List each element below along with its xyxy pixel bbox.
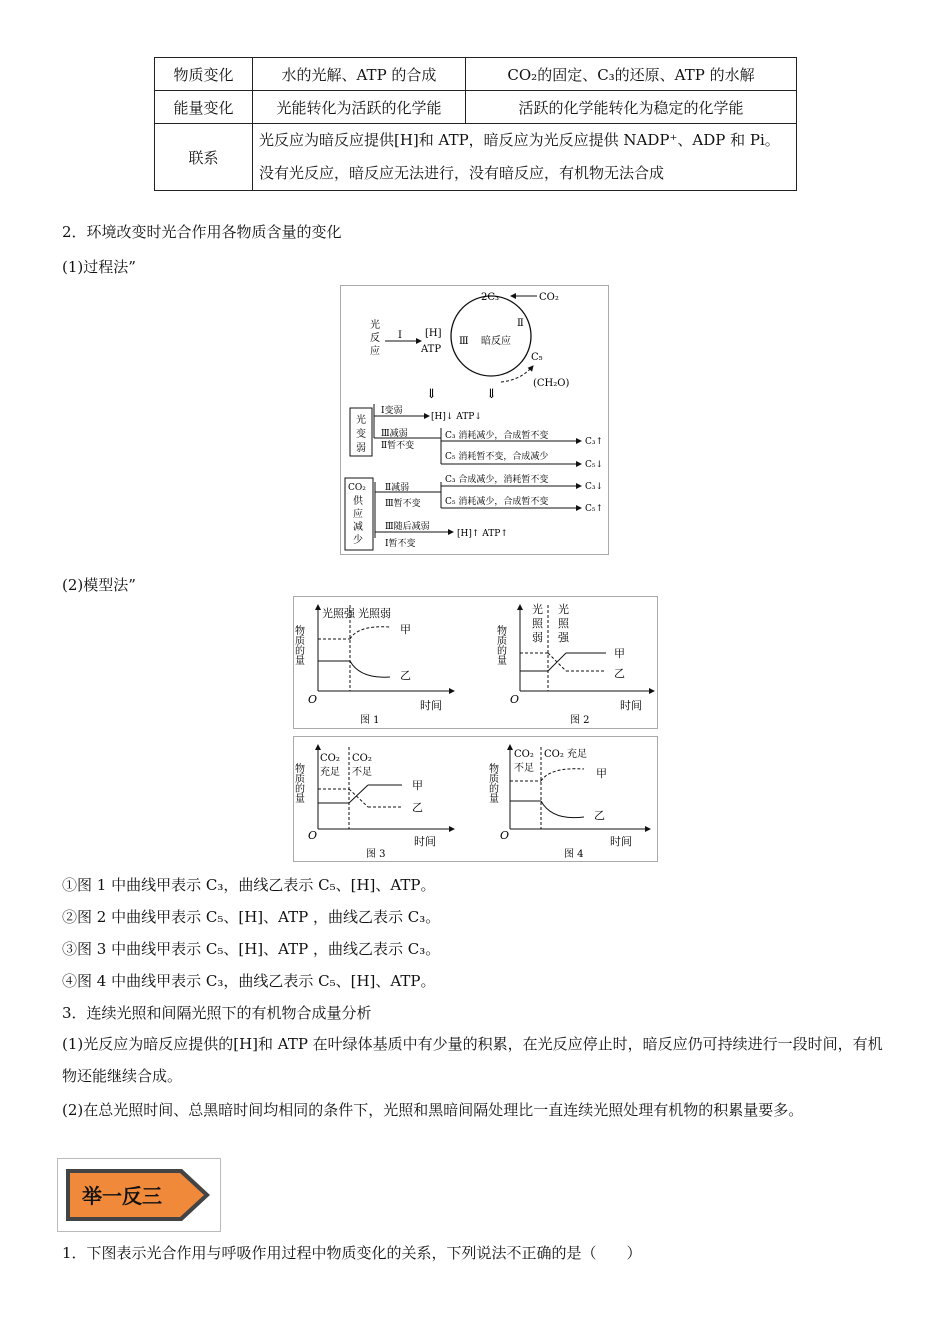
ch2o-label: (CH₂O) [533, 378, 570, 389]
row-label: 联系 [155, 124, 253, 191]
co2-box-char: CO₂ [348, 483, 366, 493]
phase-label: CO₂ [352, 753, 372, 764]
row-label: 能量变化 [155, 91, 253, 124]
phase-label: 光 [558, 603, 569, 616]
origin-label: O [308, 693, 318, 706]
phase-label: CO₂ 充足 [544, 749, 588, 760]
y-axis-label: 物质的量 [486, 763, 498, 803]
phase-label: 光照弱 [358, 607, 391, 620]
curve-label: 甲 [596, 767, 607, 780]
co2-box-char: 减 [353, 522, 363, 533]
step-note: Ⅰ暂不变 [385, 539, 416, 549]
phase-label: 光 [532, 603, 543, 616]
curve-label: 甲 [412, 779, 423, 792]
origin-label: O [510, 693, 520, 706]
question-text: 1．下图表示光合作用与呼吸作用过程中物质变化的关系，下列说法不正确的是（ ） [62, 1244, 642, 1262]
result-label: C₃↑ [585, 437, 604, 447]
curve-jia [350, 627, 390, 639]
step-label: Ⅱ [517, 318, 524, 329]
curve-yi [349, 789, 368, 807]
phase-label: 不足 [514, 763, 534, 774]
origin-label: O [500, 829, 510, 842]
co2-box-char: 少 [353, 535, 363, 546]
badge-label: 举一反三 [82, 1184, 162, 1208]
dark-reaction-label: 暗反应 [481, 336, 511, 347]
effect-line: C₃ 消耗减少，合成暂不变 [445, 431, 549, 441]
comparison-table [154, 57, 797, 191]
phase-label: CO₂ [320, 753, 340, 764]
light-weak-char: 光 [356, 415, 366, 426]
curve-label: 乙 [614, 667, 625, 680]
curve-label: 乙 [594, 809, 605, 822]
list-item: ②图 2 中曲线甲表示 C₅、[H]、ATP ，曲线乙表示 C₃。 [62, 908, 441, 926]
step-note: Ⅲ减弱 [381, 429, 408, 439]
x-axis-label: 时间 [620, 699, 642, 712]
down-arrow: ⇓ [486, 387, 497, 402]
phase-label: 强 [558, 631, 569, 644]
link-cell: 光反应为暗反应提供[H]和 ATP，暗反应为光反应提供 NADP⁺、ADP 和 Pi。没有光反应，暗反应无法进行，没有暗反应，有机物无法合成 [253, 124, 797, 191]
light-weak-char: 变 [356, 429, 366, 440]
list-item: ④图 4 中曲线甲表示 C₃，曲线乙表示 C₅、[H]、ATP。 [62, 972, 436, 990]
curve-jia [349, 785, 368, 803]
light-cell: 光能转化为活跃的化学能 [253, 91, 466, 124]
graph-caption: 图 4 [564, 849, 584, 860]
example-badge [57, 1158, 221, 1232]
curve-jia [541, 769, 584, 781]
x-axis-label: 时间 [610, 835, 632, 848]
phase-label: CO₂ [514, 749, 534, 760]
y-axis-label: 物质的量 [494, 625, 506, 665]
curve-label: 乙 [400, 669, 411, 682]
phase-label: 照 [532, 617, 543, 630]
light-reaction-char: 反 [370, 333, 380, 344]
c3-label: 2C₃ [481, 292, 500, 303]
step-note: Ⅰ变弱 [381, 406, 403, 416]
graph-caption: 图 1 [360, 715, 380, 726]
step-note: Ⅲ随后减弱 [385, 522, 430, 532]
arrow [501, 366, 533, 382]
result-label: [H]↓ ATP↓ [431, 412, 482, 422]
step-label: Ⅰ [398, 330, 402, 341]
step-note: Ⅱ减弱 [385, 483, 410, 493]
paragraph: (2)在总光照时间、总黑暗时间均相同的条件下，光照和黑暗间隔处理比一直连续光照处理有机物的积累量要多。 [62, 1101, 804, 1119]
row-label: 物质变化 [155, 58, 253, 91]
step-note: Ⅲ暂不变 [385, 499, 421, 509]
model-graphs-bottom [293, 736, 658, 862]
y-axis-label: 物质的量 [292, 763, 304, 803]
atp-label: ATP [421, 344, 442, 355]
light-cell: 水的光解、ATP 的合成 [253, 58, 466, 91]
x-axis-label: 时间 [414, 835, 436, 848]
phase-label: 弱 [532, 631, 543, 644]
paragraph: (1)光反应为暗反应提供的[H]和 ATP 在叶绿体基质中有少量的积累，在光反应停止时，暗反应仍可持续进行一段时间，有机物还能继续合成。 [62, 1035, 883, 1085]
result-label: C₃↓ [585, 482, 604, 492]
result-label: [H]↑ ATP↑ [457, 529, 508, 539]
phase-label: 光照强 [322, 607, 355, 620]
process-diagram [340, 285, 609, 555]
light-reaction-char: 光 [370, 320, 380, 331]
down-arrow: ⇓ [426, 387, 437, 402]
dark-cell: CO₂的固定、C₃的还原、ATP 的水解 [466, 58, 797, 91]
effect-line: C₅ 消耗暂不变，合成减少 [445, 452, 549, 462]
graph-caption: 图 2 [570, 715, 590, 726]
model-graphs-top [293, 596, 658, 729]
effect-line: C₃ 合成减少，消耗暂不变 [445, 475, 549, 485]
x-axis-label: 时间 [420, 699, 442, 712]
co2-box-char: 应 [353, 509, 363, 520]
dark-cell: 活跃的化学能转化为稳定的化学能 [466, 91, 797, 124]
result-label: C₅↓ [585, 460, 604, 470]
curve-label: 乙 [412, 801, 423, 814]
result-label: C₅↑ [585, 504, 604, 514]
effect-line: C₅ 消耗减少，合成暂不变 [445, 497, 549, 507]
list-item: ①图 1 中曲线甲表示 C₃，曲线乙表示 C₅、[H]、ATP。 [62, 876, 436, 894]
list-item: ③图 3 中曲线甲表示 C₅、[H]、ATP ，曲线乙表示 C₃。 [62, 940, 441, 958]
light-reaction-char: 应 [370, 346, 380, 357]
curve-label: 甲 [614, 647, 625, 660]
graph-caption: 图 3 [366, 849, 386, 860]
subheading: (2)模型法” [62, 576, 136, 594]
phase-label: 不足 [352, 767, 372, 778]
section-heading: 3．连续光照和间隔光照下的有机物合成量分析 [62, 1004, 372, 1022]
c5-label: C₅ [531, 352, 543, 363]
y-axis-label: 物质的量 [292, 625, 304, 665]
co2-box-char: 供 [353, 496, 363, 507]
step-label: Ⅲ [459, 336, 469, 347]
phase-label: 照 [558, 617, 569, 630]
subheading: (1)过程法” [62, 258, 136, 276]
curve-label: 甲 [400, 623, 411, 636]
origin-label: O [308, 829, 318, 842]
step-note: Ⅱ暂不变 [381, 441, 415, 451]
light-weak-char: 弱 [356, 443, 366, 454]
phase-label: 充足 [320, 767, 340, 778]
section-heading: 2．环境改变时光合作用各物质含量的变化 [62, 223, 342, 241]
co2-label: CO₂ [539, 292, 559, 303]
curve-yi [350, 661, 390, 677]
h-label: [H] [425, 328, 442, 339]
curve-yi [541, 801, 584, 818]
